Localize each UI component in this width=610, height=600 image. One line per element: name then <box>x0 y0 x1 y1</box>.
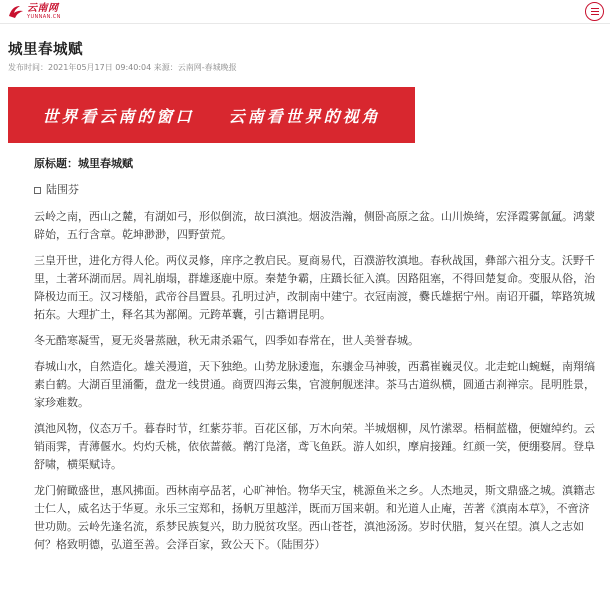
logo-icon <box>8 4 24 19</box>
logo-text-cn: 云南网 <box>27 2 59 14</box>
banner-image <box>8 87 415 143</box>
article-title: 城里春城赋 <box>8 42 83 58</box>
checkbox-icon <box>34 187 41 194</box>
top-bar <box>0 0 610 24</box>
paragraph: 滇池风物，仪态万千。暮春时节，红紫芬菲。百花区郁，万木向荣。半城烟柳，凤竹潆翠。梧桐蓝楹，便嬗绰约。云销雨霁，青薄偃水。灼灼夭桃，依依蔷薇。鹡汀凫渚，鸢飞鱼跃。游人如织，摩肩接踵。红颜一笑，便绷婺屑。登阜舒啸，横渠赋诗。 <box>34 422 595 471</box>
paragraph: 云岭之南，西山之麓，有湖如弓，形似倒流，故曰滇池。烟波浩瀚，侧卧高原之盆。山川焕绮，宏泽霞雾氤氲。鸿蒙辟始，五行含章。乾坤渺渺，四野萤荒。 <box>34 210 595 241</box>
author-line <box>34 178 596 202</box>
banner-slogan: 世界看云南的窗口 云南看世界的视角 <box>42 106 381 126</box>
paragraph: 龙门俯瞰盛世，惠风拂面。西林南亭品茗，心旷神怡。物华天宝，桃源鱼米之乡。人杰地灵，斯文鼎盛之城。滇籍志士仁人，威名达于华夏。永乐三宝郑和，扬帆万里越洋，既而万国来朝。和光道人止庵，苦著《滇南本草》，不啻济世功勋。云岭先逢名流，系梦民族复兴，助力脱贫攻坚。西山苍苍，滇池汤汤。岁时伏腊，复兴在望。滇人之志如何？格致明德，弘道至善。会泽百家，致公天下。（陆围芬） <box>34 484 595 551</box>
paragraph: 冬无酷寒凝雪，夏无炎暑蒸融，秋无肃杀霜气，四季如春常在，世人美誉春城。 <box>34 334 419 347</box>
author-name: 陆围芬 <box>46 183 79 196</box>
original-title: 原标题：城里春城赋 <box>34 157 133 170</box>
article-body <box>34 152 596 554</box>
logo-text-en: YUNNAN.CN <box>27 13 61 20</box>
article-meta: 发布时间：2021年05月17日 09:40:04 来源：云南网-春城晚报 <box>8 63 237 72</box>
hamburger-menu-icon[interactable] <box>585 2 604 21</box>
site-logo[interactable] <box>8 4 61 20</box>
paragraph: 春城山水，自然造化。雄关漫道，天下独绝。山势龙脉逶迤，东骧金马神骏，西翥崔巍灵仪。北走蛇山蜿蜒，南翔缟素白鹤。大湖百里涌衢，盘龙一线贯通。商贾四海云集，官渡舸舰迷津。茶马古道纵横，圆通古刹禅宗。昆明胜景，家珍难数。 <box>34 360 595 409</box>
paragraph: 三皇开世，进化方得人伦。两仪灵修，庠序之教启民。夏商易代，百濮游牧滇地。春秋战国，彝部六祖分支。沃野千里，土著环湖而居。周礼崩塌，群雄逐鹿中原。秦楚争霸，庄蹻长征入滇。因路阻塞，不得回楚复命。变服从俗，治降极边而王。汉习楼船，武帝谷昌置县。孔明过泸，改制南中建宁。衣冠南渡，爨氏雄据宁州。南诏开疆，筚路筑城拓东。大理扩土，释名其为鄯阐。元跨革囊，引古籍谓昆明。 <box>34 254 595 321</box>
